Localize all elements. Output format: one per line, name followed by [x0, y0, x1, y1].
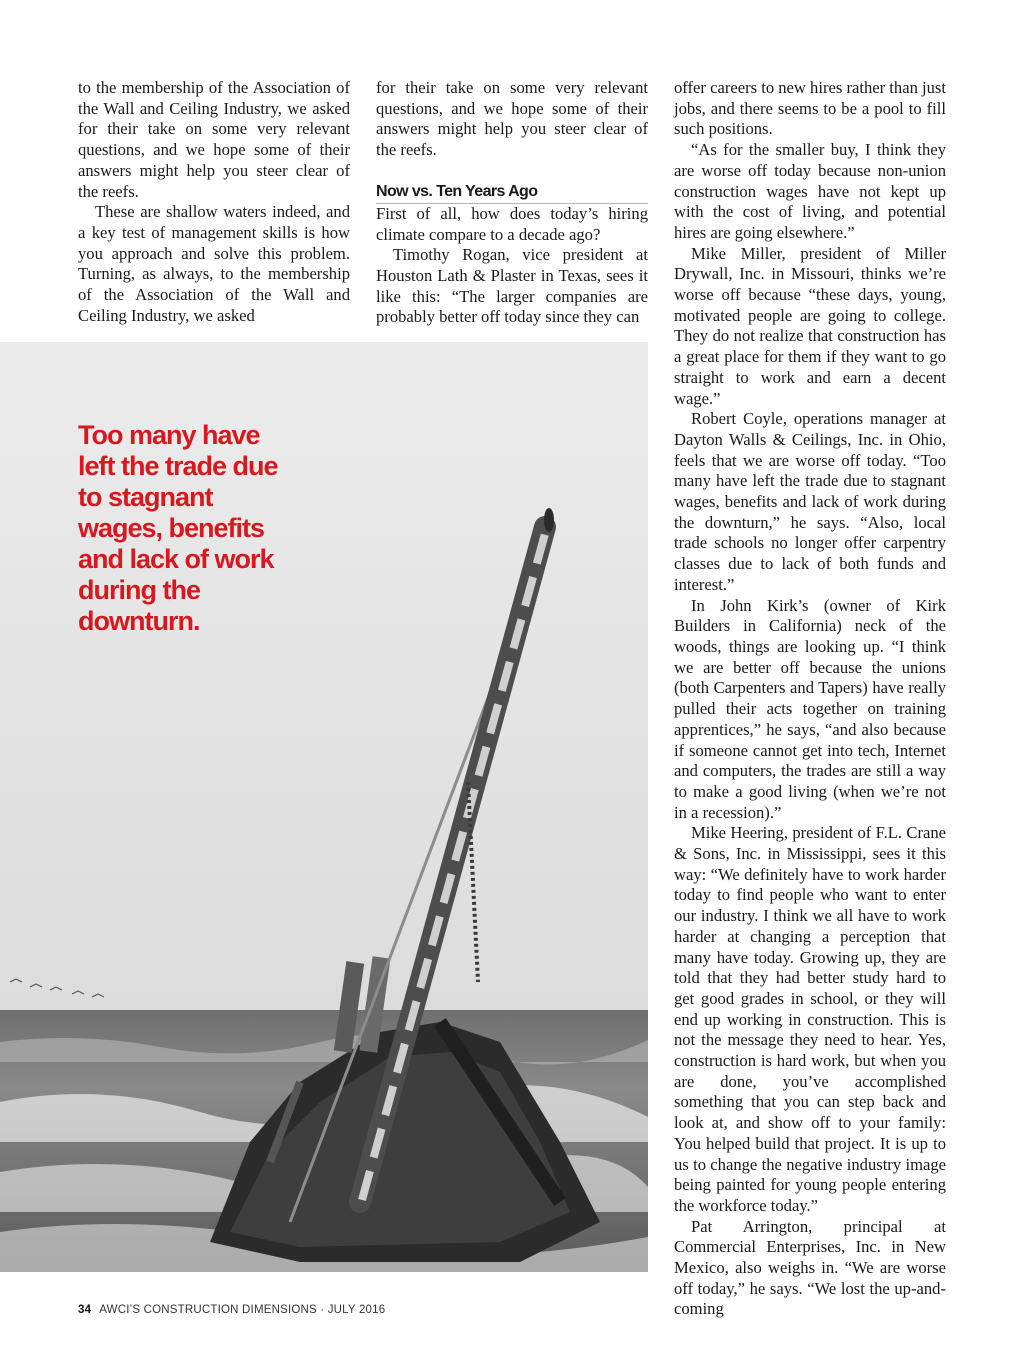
paragraph: Mike Miller, president of Miller Drywall, Inc. in Missouri, thinks we’re worse off because “these days, young, motivated people are going to college. They do not realize that construction has a great place for them if they want to go straight to work and earn a decent wage.”: [674, 243, 946, 408]
section-subhead: Now vs. Ten Years Ago: [376, 182, 648, 204]
paragraph: Mike Heering, president of F.L. Crane & Sons, Inc. in Mississippi, sees it this way: “We definitely have to work harder today to find people who want to enter our industry. I think we all have to work harder at changing a perception that many have today. Growing up, they are told that they had better study hard to get good grades in school, or they will end up working in construction. This is not the message they need to hear. Yes, construction is hard work, but when you are done, you’ve accomplished something that you can step back and look at, and show off to your family: You helped build that project. It is up to us to change the negative industry image being painted for young people entering the workforce today.”: [674, 823, 946, 1215]
pull-quote: Too many have left the trade due to stagnant wages, benefits and lack of work during the downturn.: [78, 420, 278, 636]
paragraph: First of all, how does today’s hiring climate compare to a decade ago?: [376, 203, 648, 244]
article-column-1: [78, 78, 350, 326]
paragraph: Robert Coyle, operations manager at Dayton Walls & Ceilings, Inc. in Ohio, feels that we are worse off today. “Too many have left the trade due to stagnant wages, benefits and lack of work during the downturn,” he says. “Also, local trade schools no longer offer carpentry classes due to lack of both funds and interest.”: [674, 409, 946, 594]
paragraph: In John Kirk’s (owner of Kirk Builders in California) neck of the woods, things are looking up. “I think we are better off because the unions (both Carpenters and Tapers) have really pulled their acts together on training apprentices,” he says, “and also because if someone cannot get into tech, Internet and computers, the trades are still a way to make a good living (when we’re not in a recession).”: [674, 595, 946, 822]
publication-name: AWCI’S CONSTRUCTION DIMENSIONS · JULY 2016: [99, 1304, 386, 1316]
paragraph: Timothy Rogan, vice president at Houston Lath & Plaster in Texas, sees it like this: “The larger companies are probably better off today since they can: [376, 245, 648, 327]
paragraph: “As for the smaller buy, I think they are worse off today because non-union construction wages have not kept up with the cost of living, and potential hires are going elsewhere.”: [674, 140, 946, 242]
page-number: 34: [78, 1304, 92, 1316]
page-footer: [78, 1304, 385, 1316]
paragraph: These are shallow waters indeed, and a key test of management skills is how you approach and solve this problem. Turning, as always, to the membership of the Association of the Wall and Ceiling Industry, we asked: [78, 202, 350, 325]
article-column-2: [376, 78, 648, 328]
paragraph: for their take on some very relevant questions, and we hope some of their answers might help you steer clear of the reefs.: [376, 78, 648, 160]
paragraph: offer careers to new hires rather than just jobs, and there seems to be a pool to fill such positions.: [674, 78, 946, 139]
article-column-3: [674, 78, 946, 1320]
paragraph: to the membership of the Association of the Wall and Ceiling Industry, we asked for their take on some very relevant questions, and we hope some of their answers might help you steer clear of the reefs.: [78, 78, 350, 201]
paragraph: Pat Arrington, principal at Commercial Enterprises, Inc. in New Mexico, also weighs in. “We are worse off today,” he says. “We lost the up-and-coming: [674, 1216, 946, 1319]
